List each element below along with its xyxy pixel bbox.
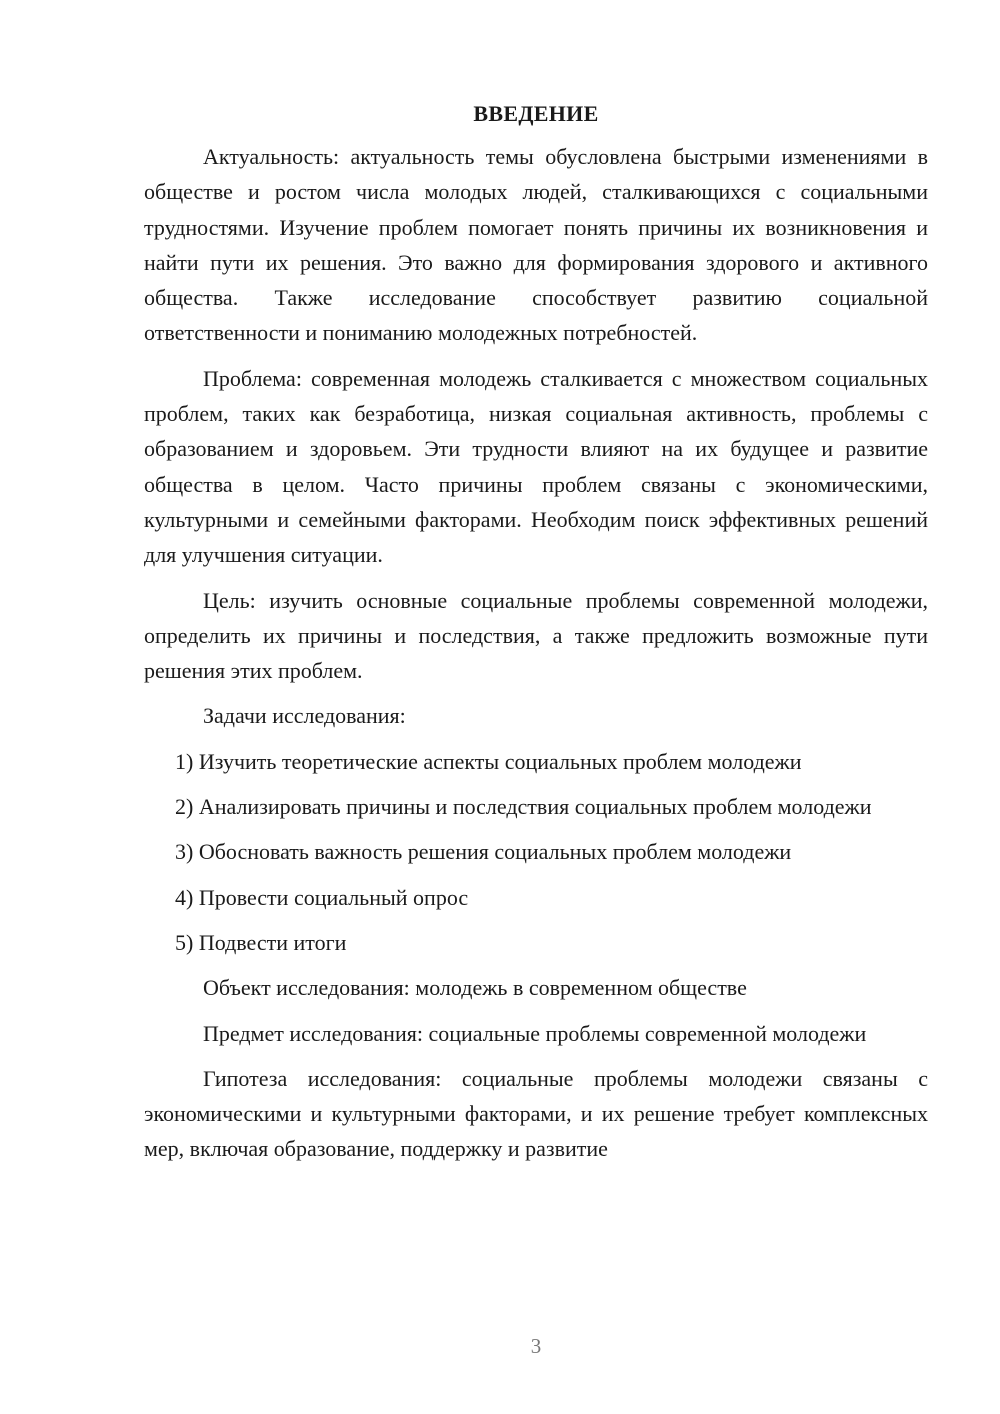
list-item-task-1: 1) Изучить теоретические аспекты социальных проблем молодежи: [175, 748, 802, 774]
paragraph-object: Объект исследования: молодежь в современном обществе: [203, 975, 747, 1001]
page-number: 3: [530, 1334, 542, 1358]
list-item-task-4: 4) Провести социальный опрос: [175, 884, 469, 910]
paragraph-problem: Проблема: современная молодежь сталкивается с множеством социальных проблем, таких как безработица, низкая социальная активность, проблемы с образованием и здоровьем. Эти трудности влияют на их будущее и развитие общества в целом. Часто причины проблем связаны с экономическими, культурными и семейными факторами. Необходим поиск эффективных решений для улучшения ситуации.: [144, 365, 928, 568]
page-body: [144, 96, 928, 1167]
page-title: ВВЕДЕНИЕ: [473, 101, 599, 126]
paragraph-goal: Цель: изучить основные социальные проблемы современной молодежи, определить их причины и последствия, а также предложить возможные пути решения этих проблем.: [144, 587, 928, 684]
paragraph-relevance: Актуальность: актуальность темы обусловлена быстрыми изменениями в обществе и ростом числа молодых людей, сталкивающихся с социальными трудностями. Изучение проблем помогает понять причины их возникновения и найти пути их решения. Это важно для формирования здорового и активного общества. Также исследование способствует развитию социальной ответственности и пониманию молодежных потребностей.: [144, 144, 928, 346]
paragraph-tasks-title: Задачи исследования:: [203, 703, 406, 729]
list-item-task-2: 2) Анализировать причины и последствия социальных проблем молодежи: [175, 794, 872, 820]
paragraph-hypothesis: Гипотеза исследования: социальные проблемы молодежи связаны с экономическими и культурными факторами, и их решение требует комплексных мер, включая образование, поддержку и развитие: [144, 1065, 928, 1162]
paragraph-subject: Предмет исследования: социальные проблемы современной молодежи: [203, 1020, 867, 1046]
list-item-task-3: 3) Обосновать важность решения социальных проблем молодежи: [175, 839, 792, 865]
list-item-task-5: 5) Подвести итоги: [175, 929, 347, 955]
